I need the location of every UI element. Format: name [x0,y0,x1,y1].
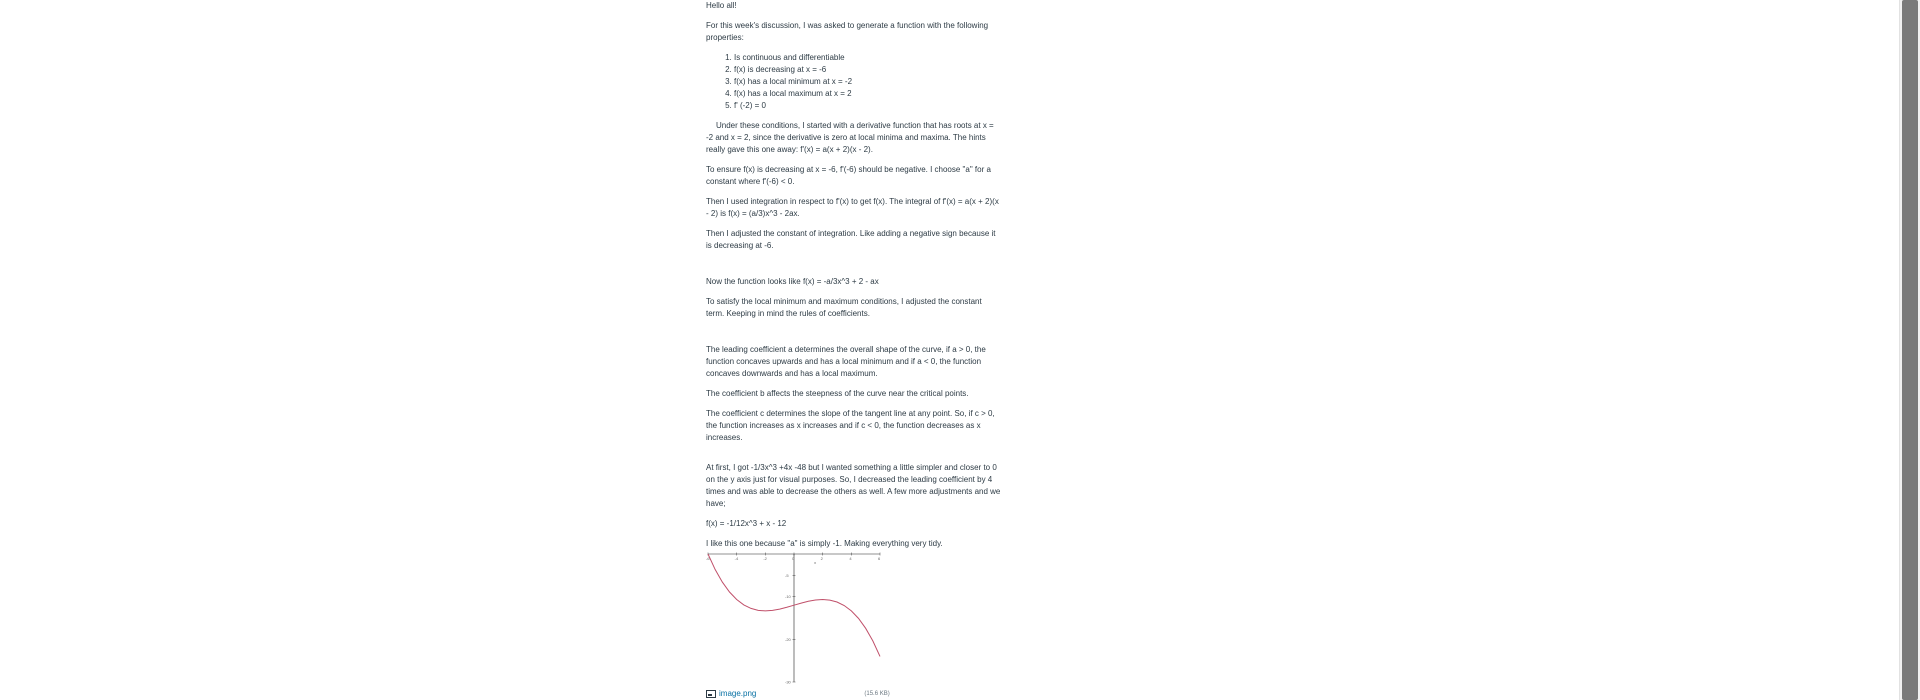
x-tick-label: 0 [792,556,795,561]
x-tick-label: -6 [706,556,710,561]
attachment-link[interactable]: image.png [719,689,757,698]
paragraph: To satisfy the local minimum and maximum conditions, I adjusted the constant term. Keeping in mind the rules of coefficients. [706,297,982,318]
properties-list [706,52,1001,112]
y-tick-label: -30 [785,679,791,684]
greeting: Hello all! [706,1,737,10]
discussion-post [706,0,1001,558]
paragraph: Then I used integration in respect to f'(x) to get f(x). The integral of f'(x) = a(x + 2)(x - 2) is f(x) = (a/3)x^3 - 2ax. [706,197,999,218]
function-graph [706,548,886,684]
paragraph: Then I adjusted the constant of integration. Like adding a negative sign because it is decreasing at -6. [706,229,996,250]
x-tick-label: 2 [820,556,823,561]
image-file-icon [706,690,716,698]
x-tick-label: -2 [763,556,767,561]
paragraph: The leading coefficient a determines the overall shape of the curve, if a > 0, the function concaves upwards and has a local minimum and if a < 0, the function concaves downwards and has a local maximum. [706,345,986,378]
paragraph: The coefficient c determines the slope of the tangent line at any point. So, if c > 0, the function increases as x increases and if c < 0, the function decreases as x increases. [706,409,995,442]
intro-paragraph: For this week's discussion, I was asked to generate a function with the following properties: [706,21,989,42]
list-item: 4. f(x) has a local maximum at x = 2 [734,88,1001,100]
paragraph: To ensure f(x) is decreasing at x = -6, f'(-6) should be negative. I choose "a" for a constant where f'(-6) < 0. [706,165,991,186]
list-item: 3. f(x) has a local minimum at x = -2 [734,76,1001,88]
list-item: 1. Is continuous and differentiable [734,52,1001,64]
y-tick-label: -20 [785,636,791,642]
paragraph: Now the function looks like f(x) = -a/3x^3 + 2 - ax [706,277,879,286]
y-tick-label: -10 [785,594,791,600]
x-tick-label: 6 [878,556,881,561]
paragraph: At first, I got -1/3x^3 +4x -48 but I wanted something a little simpler and closer to 0 on the y axis just for visual purposes. So, I decreased the leading coefficient by 4 times and was able to decrease the others as well. A few more adjustments and we have; [706,463,1001,508]
list-item: 2. f(x) is decreasing at x = -6 [734,64,1001,76]
x-tick-label: 4 [849,556,852,561]
paragraph: I like this one because "a" is simply -1. Making everything very tidy. [706,539,943,548]
graph-svg [706,548,886,684]
attachment-size: (15.6 KB) [864,691,890,697]
function-formula: f(x) = -1/12x^3 + x - 12 [706,519,787,528]
x-tick-label: -4 [734,556,739,561]
paragraph: The coefficient b affects the steepness of the curve near the critical points. [706,389,969,398]
y-tick-label: -5 [785,572,789,578]
scrollbar-thumb[interactable] [1902,0,1918,700]
paragraph: Under these conditions, I started with a derivative function that has roots at x = -2 and x = 2, since the derivative is zero at local minima and maxima. The hints really gave this one away: f'(x) = a(x + 2)(x - 2). [706,121,994,154]
vertical-scrollbar[interactable] [1899,0,1920,700]
x-axis-label: x [814,560,817,565]
attachment[interactable] [706,688,890,700]
list-item: 5. f' (-2) = 0 [734,100,1001,112]
